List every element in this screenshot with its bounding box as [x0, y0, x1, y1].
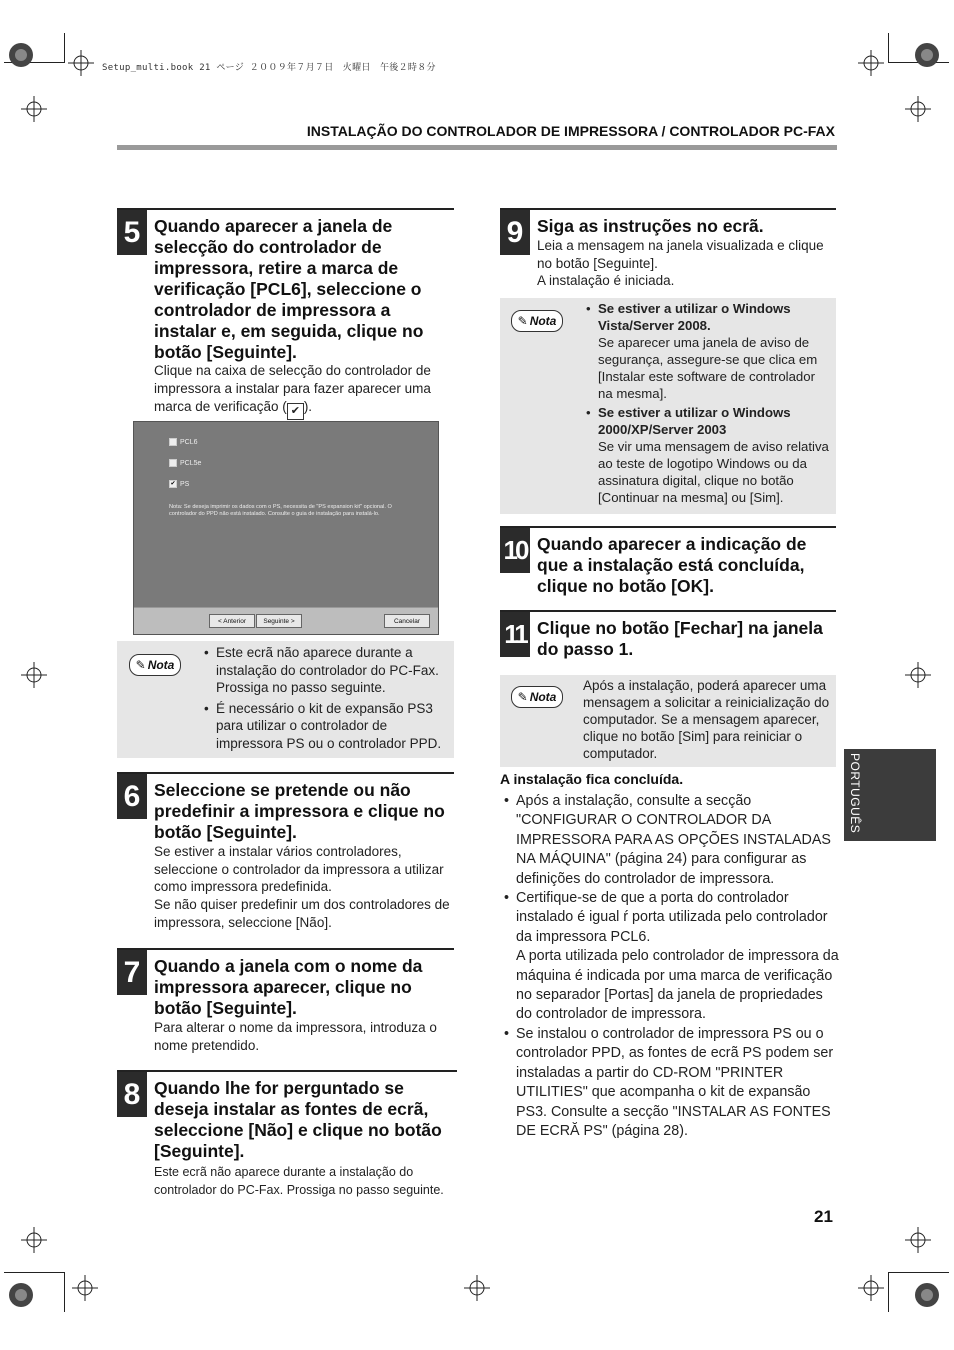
crosshair-icon — [72, 1275, 98, 1301]
step-number: 9 — [500, 210, 530, 255]
step-title: Quando a janela com o nome da impressora aparecer, clique no botão [Seguinte]. — [154, 956, 423, 1018]
crosshair-icon — [905, 1227, 931, 1253]
registration-mark-icon — [8, 42, 34, 68]
note-box — [117, 641, 454, 758]
step-body: Este ecrã não aparece durante a instalação do controlador do PC-Fax. Prossiga no passo seguinte. — [154, 1165, 444, 1197]
option-pcl6: PCL6 — [169, 438, 198, 446]
step-body: Se estiver a instalar vários controladores, seleccione o controlador da impressora a utilizar como impressora predefinida. Se não quiser predefinir um dos controladores de impressora, seleccione [Não]. — [154, 844, 450, 930]
crosshair-icon — [464, 1275, 490, 1301]
note-badge: ✎ Nota — [511, 686, 563, 708]
checkbox-icon — [169, 438, 177, 446]
cancel-button: Cancelar — [384, 614, 430, 628]
registration-mark-icon — [8, 1282, 34, 1308]
step-number: 6 — [117, 774, 147, 819]
step-9 — [500, 208, 836, 292]
checkbox-checked-icon: ✔ — [287, 403, 304, 420]
step-11 — [500, 610, 836, 667]
pencil-icon: ✎ — [517, 690, 528, 704]
step-body: Leia a mensagem na janela visualizada e clique no botão [Seguinte]. A instalação é iniciada. — [537, 238, 824, 288]
step-title: Siga as instruções no ecrã. — [537, 216, 764, 236]
note-badge: ✎ Nota — [129, 654, 181, 676]
step-title: Quando aparecer a indicação de que a instalação está concluída, clique no botão [OK]. — [537, 534, 807, 596]
crosshair-icon — [905, 96, 931, 122]
next-button: Seguinte > — [256, 614, 302, 628]
step-7 — [117, 948, 454, 1060]
checkbox-icon — [169, 459, 177, 467]
step-title: Clique no botão [Fechar] na janela do passo 1. — [537, 618, 823, 659]
option-ps: ✔ PS — [170, 480, 190, 488]
driver-selection-screenshot — [133, 421, 439, 635]
note-item: • Este ecrã não aparece durante a instalação do controlador do PC-Fax. Prossiga no passo seguinte. — [204, 644, 444, 697]
step-title: Seleccione se pretende ou não predefinir a impressora e clique no botão [Seguinte]. — [154, 780, 445, 842]
list-item: • Após a instalação, consulte a secção "CONFIGURAR O CONTROLADOR DA IMPRESSORA PARA AS OPÇÕES INSTALADAS NA MÁQUINA" (página 24) para configurar as definições do controlador de impressora. — [504, 792, 839, 889]
crosshair-icon — [21, 1227, 47, 1253]
crosshair-icon — [21, 662, 47, 688]
step-10 — [500, 526, 836, 603]
step-title: Quando lhe for perguntado se deseja instalar as fontes de ecrã, seleccione [Não] e clique no botão [Seguinte]. — [154, 1078, 442, 1161]
note-box — [500, 675, 836, 767]
note-item: • Se estiver a utilizar o Windows Vista/Server 2008. Se aparecer uma janela de aviso de segurança, assegure-se que clica em [Instalar este software de controlador na mesma]. — [586, 300, 830, 402]
screenshot-button-bar — [134, 607, 438, 634]
note-item: • É necessário o kit de expansão PS3 para utilizar o controlador de impressora PS ou o controlador PPD. — [204, 700, 444, 753]
crosshair-icon — [858, 1275, 884, 1301]
completion-list — [504, 792, 839, 1141]
crosshair-icon — [905, 662, 931, 688]
step-title: Quando aparecer a janela de selecção do controlador de impressora, retire a marca de verificação [PCL6], seleccione o controlador de impressora a instalar e, em seguida, clique no botão [Seguinte]. — [154, 216, 424, 362]
crosshair-icon — [68, 50, 94, 76]
screenshot-note: Nota: Se deseja imprimir os dados com o PS, necessita de "PS expansion kit" opcional. O controlador do PPD não está instalado. Consulte o guia de instalação para instalá-lo. — [169, 504, 392, 517]
list-item: • Certifique-se de que a porta do controlador instalado é igual ŕ porta utilizada pelo controlador da impressora PCL6. A porta utilizada pelo controlador de impressora da máquina é indicada por uma marca de verificação no separador [Portas] da janela de propriedades do controlador de impressora. — [504, 889, 839, 1025]
step-5 — [117, 208, 454, 420]
pencil-icon: ✎ — [135, 658, 146, 672]
note-text — [586, 300, 830, 506]
step-6 — [117, 772, 454, 939]
step-body: Para alterar o nome da impressora, introduza o nome pretendido. — [154, 1020, 437, 1053]
step-8 — [117, 1070, 457, 1202]
note-item: • Se estiver a utilizar o Windows 2000/XP/Server 2003 Se vir uma mensagem de aviso relativa ao teste de logotipo Windows ou da assinatura digital, clique no botão [Continuar na mesma] ou [Sim]. — [586, 404, 830, 506]
step-number: 10 — [500, 528, 530, 573]
note-text — [204, 644, 444, 753]
page-number: 21 — [814, 1207, 833, 1226]
language-side-tab: PORTUGUÊS — [844, 749, 936, 841]
step-body: Clique na caixa de selecção do controlador de impressora a instalar para fazer aparecer uma marca de verificação ( ✔ ). — [154, 362, 454, 420]
note-badge: ✎ Nota — [511, 310, 563, 332]
page-title: INSTALAÇÃO DO CONTROLADOR DE IMPRESSORA / CONTROLADOR PC-FAX — [306, 123, 835, 139]
step-number: 11 — [500, 612, 530, 657]
crosshair-icon — [858, 50, 884, 76]
registration-mark-icon — [914, 42, 940, 68]
note-box — [500, 298, 836, 514]
registration-mark-icon — [914, 1282, 940, 1308]
pencil-icon: ✎ — [517, 314, 528, 328]
note-text: Após a instalação, poderá aparecer uma mensagem a solicitar a reinicialização do computador. Se a mensagem aparecer, clique no botão [Sim] para reiniciar o computador. — [583, 678, 830, 761]
step-number: 7 — [117, 950, 147, 995]
printer-header: Setup_multi.book 21 ページ ２００９年７月７日 火曜日 午後２時８分 — [102, 63, 436, 73]
back-button: < Anterior — [209, 614, 255, 628]
step-number: 8 — [117, 1072, 147, 1117]
option-pcl5e: PCL5e — [169, 459, 201, 467]
completion-title: A instalação fica concluída. — [500, 771, 684, 787]
step-number: 5 — [117, 210, 147, 255]
checkbox-checked-icon: ✔ — [170, 481, 176, 487]
list-item: • Se instalou o controlador de impressora PS ou o controlador PPD, as fontes de ecrã PS podem ser instaladas a partir do CD-ROM "PRINTER UTILITIES" que acompanha o kit de expansão PS3. Consulte a secção "INSTALAR AS FONTES DE ECRĂ PS" (página 28). — [504, 1025, 839, 1141]
header-divider — [117, 145, 837, 150]
crosshair-icon — [21, 96, 47, 122]
